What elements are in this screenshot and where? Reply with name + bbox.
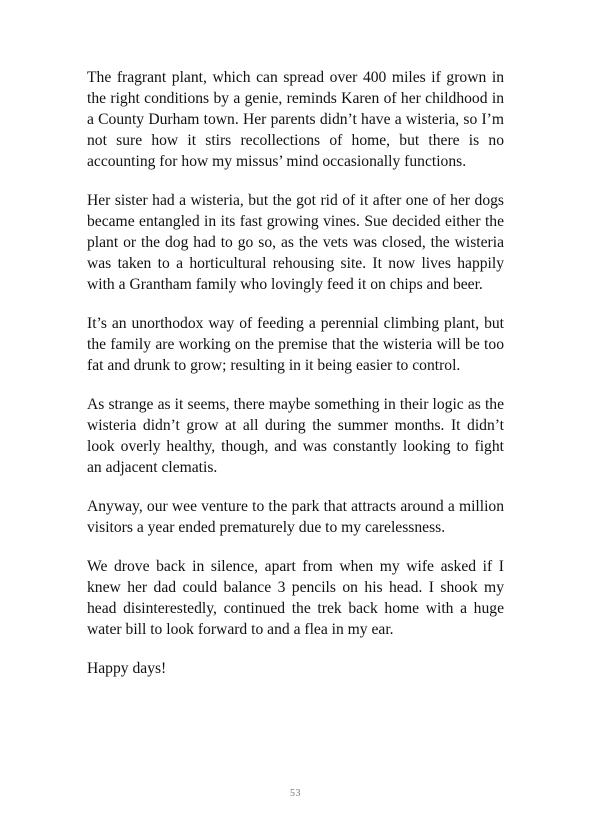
body-text: [87, 67, 504, 697]
paragraph-4: As strange as it seems, there maybe something in their logic as the wisteria didn’t grow at all during the summer months. It didn’t look overly healthy, though, and was constantly looking to fight an adjacent clematis.: [87, 396, 504, 476]
paragraph-5: Anyway, our wee venture to the park that attracts around a million visitors a year ended prematurely due to my carelessness.: [87, 498, 504, 536]
paragraph-2: Her sister had a wisteria, but the got rid of it after one of her dogs became entangled in its fast growing vines. Sue decided either the plant or the dog had to go so, as the vets was closed, the wisteria was taken to a horticultural rehousing site. It now lives happily with a Grantham family who lovingly feed it on chips and beer.: [87, 192, 504, 293]
paragraph-3: It’s an unorthodox way of feeding a perennial climbing plant, but the family are working on the premise that the wisteria will be too fat and drunk to grow; resulting in it being easier to control.: [87, 315, 504, 374]
paragraph-6: We drove back in silence, apart from when my wife asked if I knew her dad could balance 3 pencils on his head. I shook my head disinterestedly, continued the trek back home with a huge water bill to look forward to and a flea in my ear.: [87, 558, 504, 638]
paragraph-1: The fragrant plant, which can spread over 400 miles if grown in the right conditions by a genie, reminds Karen of her childhood in a County Durham town. Her parents didn’t have a wisteria, so I’m not sure how it stirs recollections of home, but there is no accounting for how my missus’ mind occasionally functions.: [87, 69, 504, 170]
page-number: 53: [290, 788, 301, 799]
paragraph-7: Happy days!: [87, 660, 167, 677]
